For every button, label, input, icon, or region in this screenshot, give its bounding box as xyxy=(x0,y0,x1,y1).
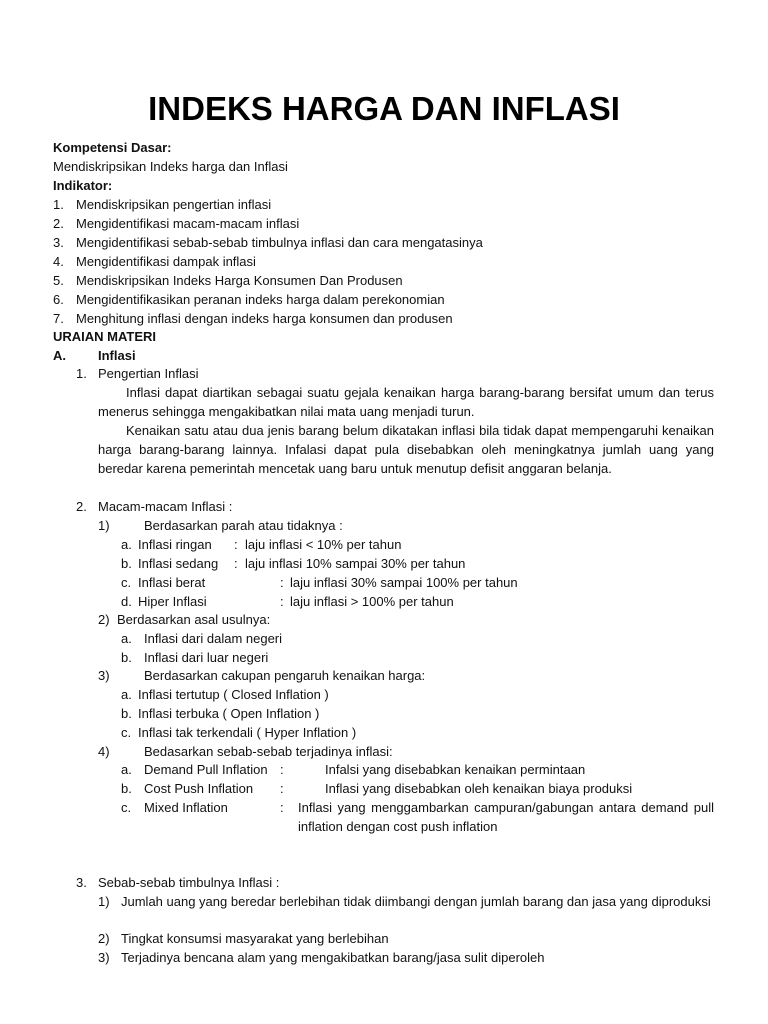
list-item: Inflasi tak terkendali ( Hyper Inflation ) xyxy=(138,725,357,740)
list-item-number: 2) xyxy=(98,931,110,946)
subsection-number: 2. xyxy=(76,499,87,514)
item-desc: Inflasi yang menggambarkan campuran/gabungan antara demand pull inflation dengan cost push inflation xyxy=(298,800,714,834)
item-colon: : xyxy=(280,575,284,590)
subsection-title: Pengertian Inflasi xyxy=(98,366,199,381)
list-item-number: 6. xyxy=(53,292,64,307)
item-letter: c. xyxy=(121,725,132,740)
list-item: Inflasi dari dalam negeri xyxy=(144,631,283,646)
item-desc: laju inflasi 30% sampai 100% per tahun xyxy=(290,575,518,590)
list-item: Tingkat konsumsi masyarakat yang berlebihan xyxy=(121,931,389,946)
list-item: Mengidentifikasi dampak inflasi xyxy=(76,254,256,269)
item-desc: Inflasi yang disebabkan oleh kenaikan biaya produksi xyxy=(325,781,633,796)
item-letter: b. xyxy=(121,556,132,571)
list-item: Terjadinya bencana alam yang mengakibatkan barang/jasa sulit diperoleh xyxy=(121,950,545,965)
group-number: 1) xyxy=(98,518,110,533)
section-letter: A. xyxy=(53,348,66,363)
item-colon: : xyxy=(234,537,238,552)
uraian-heading: URAIAN MATERI xyxy=(53,329,157,344)
item-colon: : xyxy=(280,594,284,609)
item-desc: Infalsi yang disebabkan kenaikan permintaan xyxy=(325,762,586,777)
indikator-label: Indikator: xyxy=(53,178,113,193)
list-item-number: 1. xyxy=(53,197,64,212)
group-number: 3) xyxy=(98,668,110,683)
paragraph xyxy=(98,421,714,478)
paragraph xyxy=(98,383,714,421)
item-colon: : xyxy=(280,762,284,777)
list-item: Mendiskripsikan Indeks Harga Konsumen Dan Produsen xyxy=(76,273,403,288)
item-letter: a. xyxy=(121,762,132,777)
subsection-number: 1. xyxy=(76,366,87,381)
group-title: Berdasarkan asal usulnya: xyxy=(117,612,271,627)
paragraph-text: Inflasi dapat diartikan sebagai suatu gejala kenaikan harga barang-barang bersifat umum dan terus menerus sehingga mengakibatkan nilai mata uang menjadi turun. xyxy=(98,385,714,419)
list-item-number: 7. xyxy=(53,311,64,326)
paragraph-text: Kenaikan satu atau dua jenis barang belum dikatakan inflasi bila tidak dapat mempengaruhi kenaikan harga barang-barang lainnya. Infalasi dapat pula disebabkan oleh meningkatnya jumlah uang yang beredar karena pemerintah mencetak uang baru untuk menutup defisit anggaran belanja. xyxy=(98,423,714,476)
list-item: Mengidentifikasikan peranan indeks harga dalam perekonomian xyxy=(76,292,445,307)
subsection-number: 3. xyxy=(76,875,87,890)
item-letter: a. xyxy=(121,687,132,702)
item-desc: laju inflasi > 100% per tahun xyxy=(290,594,454,609)
item-letter: c. xyxy=(121,800,132,815)
item-letter: d. xyxy=(121,594,132,609)
list-item: Inflasi dari luar negeri xyxy=(144,650,269,665)
item-letter: a. xyxy=(121,537,132,552)
list-item: Inflasi tertutup ( Closed Inflation ) xyxy=(138,687,329,702)
item-letter: b. xyxy=(121,781,132,796)
item-colon: : xyxy=(234,556,238,571)
page-title: INDEKS HARGA DAN INFLASI xyxy=(148,90,620,127)
list-item-number: 3) xyxy=(98,950,110,965)
item-name: Inflasi sedang xyxy=(138,556,219,571)
subsection-title: Macam-macam Inflasi : xyxy=(98,499,233,514)
item-letter: a. xyxy=(121,631,132,646)
list-item-number: 2. xyxy=(53,216,64,231)
item-colon: : xyxy=(280,800,284,815)
list-item-number: 3. xyxy=(53,235,64,250)
item-name: Hiper Inflasi xyxy=(138,594,207,609)
list-item: Mengidentifikasi macam-macam inflasi xyxy=(76,216,300,231)
item-desc: laju inflasi < 10% per tahun xyxy=(245,537,402,552)
item-name: Demand Pull Inflation xyxy=(144,762,268,777)
item-letter: c. xyxy=(121,575,132,590)
item-desc: laju inflasi 10% sampai 30% per tahun xyxy=(245,556,466,571)
item-letter: b. xyxy=(121,706,132,721)
item-name: Inflasi berat xyxy=(138,575,206,590)
kompetensi-label: Kompetensi Dasar: xyxy=(53,140,172,155)
list-item-number: 4. xyxy=(53,254,64,269)
list-item: Mengidentifikasi sebab-sebab timbulnya inflasi dan cara mengatasinya xyxy=(76,235,483,250)
item-name: Cost Push Inflation xyxy=(144,781,254,796)
item-letter: b. xyxy=(121,650,132,665)
group-title: Berdasarkan parah atau tidaknya : xyxy=(144,518,343,533)
list-item: Inflasi terbuka ( Open Inflation ) xyxy=(138,706,320,721)
item-colon: : xyxy=(280,781,284,796)
group-title: Bedasarkan sebab-sebab terjadinya inflasi: xyxy=(144,744,393,759)
kompetensi-text: Mendiskripsikan Indeks harga dan Inflasi xyxy=(53,159,288,174)
list-item: Jumlah uang yang beredar berlebihan tidak diimbangi dengan jumlah barang dan jasa yang diproduksi xyxy=(121,894,711,909)
item-name: Inflasi ringan xyxy=(138,537,212,552)
group-number: 2) xyxy=(98,612,110,627)
group-number: 4) xyxy=(98,744,110,759)
subsection-title: Sebab-sebab timbulnya Inflasi : xyxy=(98,875,280,890)
group-title: Berdasarkan cakupan pengaruh kenaikan harga: xyxy=(144,668,426,683)
list-item-number: 1) xyxy=(98,894,110,909)
section-title: Inflasi xyxy=(98,348,136,363)
item-name: Mixed Inflation xyxy=(144,800,228,815)
list-item: Menghitung inflasi dengan indeks harga konsumen dan produsen xyxy=(76,311,453,326)
list-item: Mendiskripsikan pengertian inflasi xyxy=(76,197,272,212)
list-item-number: 5. xyxy=(53,273,64,288)
